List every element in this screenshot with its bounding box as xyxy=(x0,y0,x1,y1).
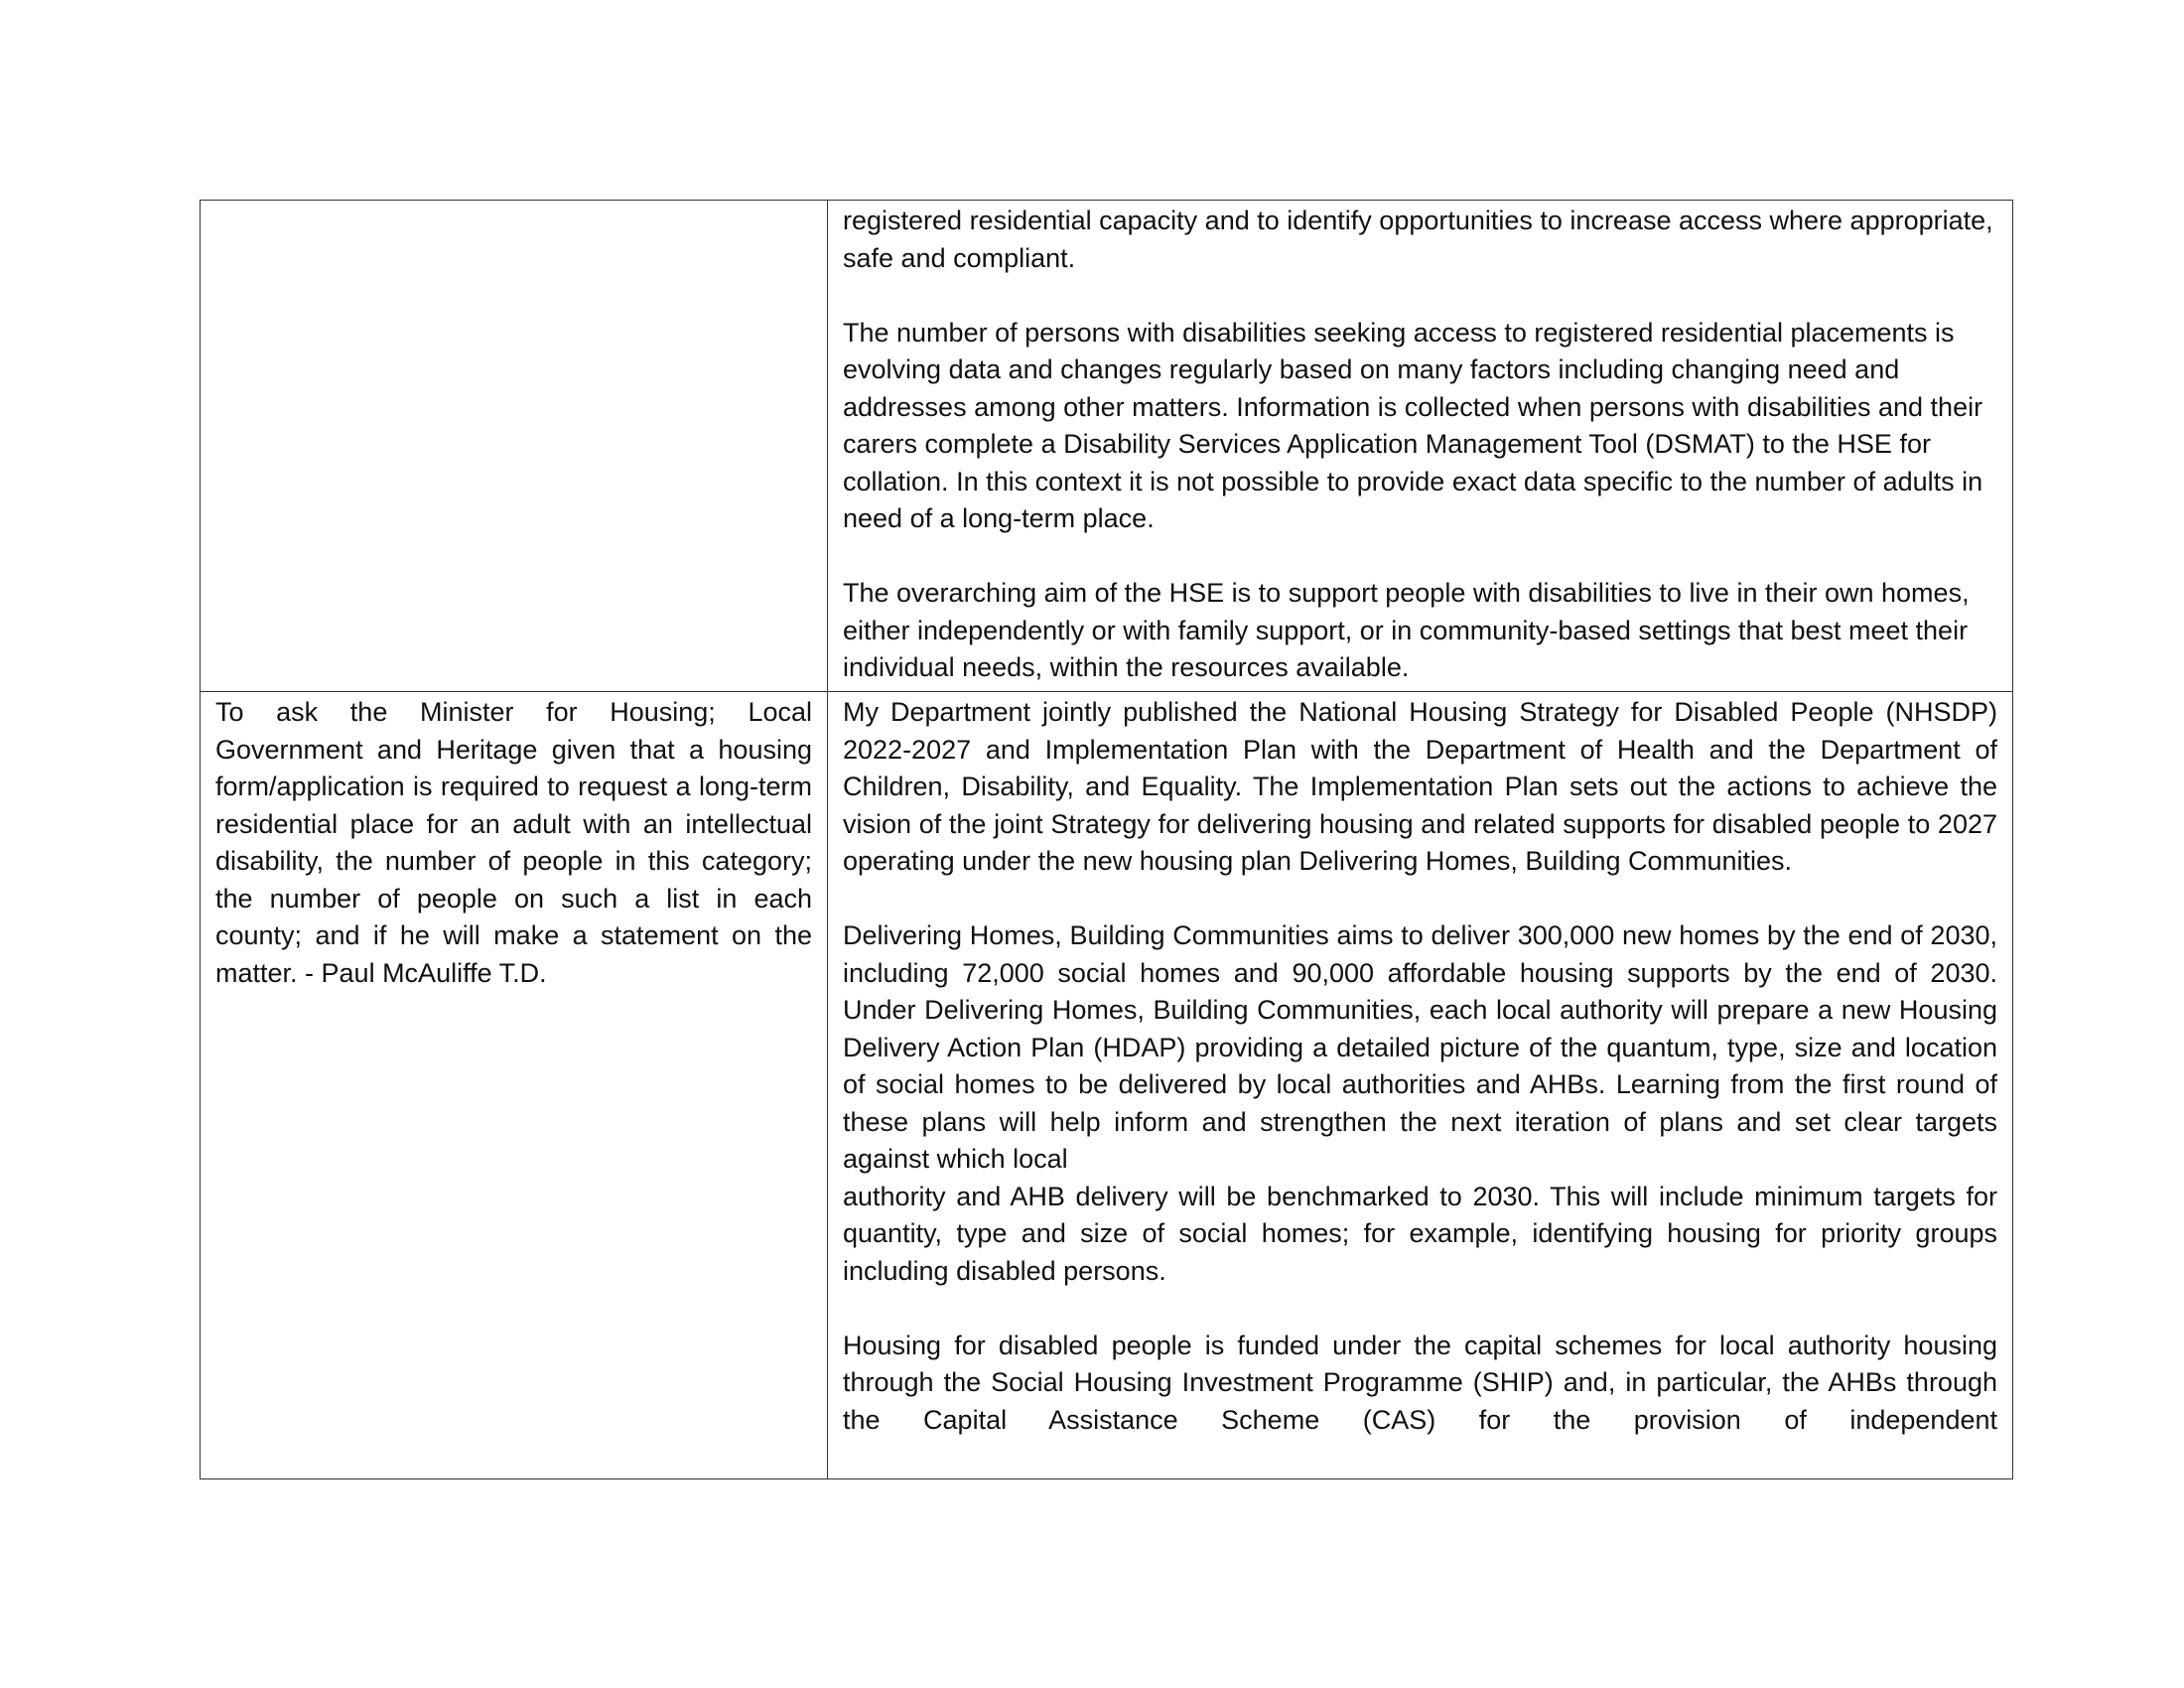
table-row xyxy=(201,201,2013,692)
answer-cell xyxy=(828,201,2013,692)
answer-cell xyxy=(828,692,2013,1479)
table-row xyxy=(201,692,2013,1479)
question-text: To ask the Minister for Housing; Local Government and Heritage given that a housing form/application is required to request a long-term residential place for an adult with an intellectual disability, the number of people in this category; the number of people on such a list in each county; and if he will make a statement on the matter. - Paul McAuliffe T.D. xyxy=(215,697,812,988)
answer-paragraph: My Department jointly published the National Housing Strategy for Disabled People (NHSDP) 2022-2027 and Implementation Plan with the Department of Health and the Department of Children, Disability, and Equality. The Implementation Plan sets out the actions to achieve the vision of the joint Strategy for delivering housing and related supports for disabled people to 2027 operating under the new housing plan Delivering Homes, Building Communities. xyxy=(843,697,1997,876)
answer-paragraph: registered residential capacity and to identify opportunities to increase access where appropriate, safe and compliant. xyxy=(843,206,1993,273)
answer-paragraph: Delivering Homes, Building Communities aims to deliver 300,000 new homes by the end of 2030, including 72,000 social homes and 90,000 affordable housing supports by the end of 2030. Under Delivering Homes, Building Communities, each local authority will prepare a new Housing Delivery Action Plan (HDAP) providing a detailed picture of the quantum, type, size and location of social homes to be delivered by local authorities and AHBs. Learning from the first round of these plans will help inform and strengthen the next iteration of plans and set clear targets against which local xyxy=(843,920,1997,1174)
answer-paragraph: authority and AHB delivery will be benchmarked to 2030. This will include minimum targets for quantity, type and size of social homes; for example, identifying housing for priority groups including disabled persons. xyxy=(843,1181,1997,1286)
parliamentary-question-table xyxy=(200,200,2013,1479)
answer-paragraph: The number of persons with disabilities seeking access to registered residential placements is evolving data and changes regularly based on many factors including changing need and addresses among other matters. Information is collected when persons with disabilities and their carers complete a Disability Services Application Management Tool (DSMAT) to the HSE for collation. In this context it is not possible to provide exact data specific to the number of adults in need of a long-term place. xyxy=(843,317,1983,533)
answer-paragraph: Housing for disabled people is funded under the capital schemes for local authority housing through the Social Housing Investment Programme (SHIP) and, in particular, the AHBs through the Capital Assistance Scheme (CAS) for the provision of independent xyxy=(843,1330,1997,1435)
question-cell xyxy=(201,692,828,1479)
answer-paragraph: The overarching aim of the HSE is to support people with disabilities to live in their own homes, either independently or with family support, or in community-based settings that best meet their individual needs, within the resources available. xyxy=(843,578,1970,682)
question-cell xyxy=(201,201,828,692)
